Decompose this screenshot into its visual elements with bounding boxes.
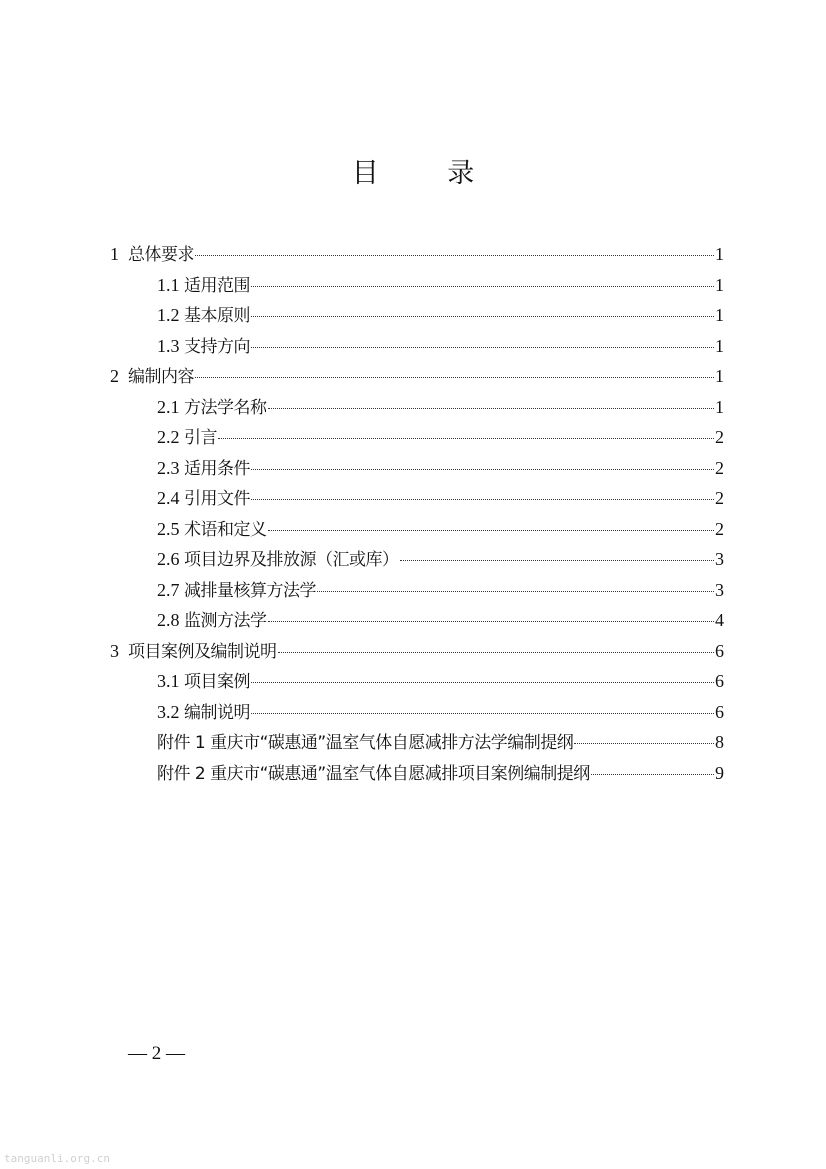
toc-dot-leader — [268, 621, 715, 622]
toc-entry-number: 2.3 — [157, 457, 184, 478]
toc-dot-leader — [251, 682, 714, 683]
toc-entry[interactable] — [110, 636, 724, 666]
toc-entry-page: 4 — [715, 610, 724, 630]
toc-entry-number: 1.2 — [157, 305, 184, 325]
page-title: 目 录 — [351, 158, 505, 189]
page-number: — 2 — — [128, 1043, 185, 1064]
watermark: tanguanli.org.cn — [4, 1152, 110, 1165]
toc-entry-page: 2 — [715, 518, 724, 539]
toc-entry-label: 附件 2 重庆市“碳惠通”温室气体自愿减排项目案例编制提纲 — [157, 763, 590, 784]
toc-dot-leader — [251, 316, 714, 317]
toc-entry[interactable] — [157, 544, 724, 574]
toc-entry-page: 2 — [715, 457, 724, 478]
toc-entry-page: 1 — [715, 335, 724, 356]
toc-entry[interactable] — [157, 453, 724, 483]
toc-dot-leader — [278, 652, 715, 653]
toc-entry-number: 3 — [110, 640, 128, 661]
toc-dot-leader — [251, 469, 714, 470]
toc-entry-number: 2.2 — [157, 427, 184, 447]
toc-dot-leader — [251, 499, 714, 500]
toc-entry-number: 2.6 — [157, 549, 184, 569]
toc-dot-leader — [218, 438, 714, 439]
toc-entry-label: 项目案例 — [184, 672, 250, 692]
toc-entry-page: 8 — [715, 732, 724, 752]
toc-entry-label: 项目案例及编制说明 — [128, 641, 277, 662]
toc-entry[interactable] — [157, 392, 724, 422]
toc-entry-number: 2.1 — [157, 396, 184, 417]
toc-entry-label: 编制内容 — [128, 367, 194, 387]
toc-dot-leader — [251, 347, 714, 348]
toc-dot-leader — [574, 743, 714, 744]
toc-entry-number: 1.1 — [157, 274, 184, 295]
toc-entry-label: 适用条件 — [184, 458, 250, 479]
toc-entry[interactable] — [157, 605, 724, 635]
toc-dot-leader — [317, 591, 714, 592]
toc-entry[interactable] — [157, 483, 724, 513]
toc-entry[interactable] — [157, 758, 724, 788]
toc-entry-number: 2 — [110, 366, 128, 386]
toc-dot-leader — [195, 377, 714, 378]
toc-entry-page: 1 — [715, 244, 724, 264]
toc-entry-label: 减排量核算方法学 — [184, 580, 316, 601]
toc-entry-number: 2.4 — [157, 488, 184, 508]
toc-entry-page: 1 — [715, 274, 724, 295]
toc-entry[interactable] — [110, 361, 724, 391]
toc-dot-leader — [251, 286, 714, 287]
toc-entry-label: 引用文件 — [184, 489, 250, 509]
toc-entry[interactable] — [157, 514, 724, 544]
toc-entry-label: 监测方法学 — [184, 611, 267, 631]
toc-entry-page: 2 — [715, 488, 724, 508]
toc-dot-leader — [195, 255, 714, 256]
toc-entry-label: 术语和定义 — [184, 519, 267, 540]
toc-entry-label: 附件 1 重庆市“碳惠通”温室气体自愿减排方法学编制提纲 — [157, 733, 574, 753]
toc-entry-number: 1.3 — [157, 335, 184, 356]
toc-entry[interactable] — [157, 331, 724, 361]
toc-entry-page: 1 — [715, 396, 724, 417]
toc-entry-page: 6 — [715, 671, 724, 691]
toc-entry-number: 3.2 — [157, 701, 184, 722]
toc-entry-label: 方法学名称 — [184, 397, 267, 418]
toc-entry[interactable] — [157, 727, 724, 757]
toc-entry-label: 总体要求 — [128, 245, 194, 265]
toc-entry-page: 1 — [715, 305, 724, 325]
toc-entry[interactable] — [157, 666, 724, 696]
toc-entry-number: 1 — [110, 244, 128, 264]
toc-entry-label: 适用范围 — [184, 275, 250, 296]
toc-entry-label: 基本原则 — [184, 306, 250, 326]
toc-entry[interactable] — [157, 300, 724, 330]
toc-dot-leader — [400, 560, 715, 561]
toc-entry-number: 2.8 — [157, 610, 184, 630]
toc-entry[interactable] — [110, 239, 724, 269]
toc-entry-page: 9 — [715, 762, 724, 783]
toc-entry-number: 2.5 — [157, 518, 184, 539]
toc-entry-label: 项目边界及排放源（汇或库） — [184, 550, 399, 570]
toc-entry-page: 1 — [715, 366, 724, 386]
toc-entry-label: 引言 — [184, 428, 217, 448]
toc-entry-number: 3.1 — [157, 671, 184, 691]
toc-entry[interactable] — [157, 270, 724, 300]
toc-entry-label: 支持方向 — [184, 336, 250, 357]
toc-entry-page: 6 — [715, 640, 724, 661]
toc-dot-leader — [268, 408, 715, 409]
toc-entry-page: 3 — [715, 549, 724, 569]
toc-entry[interactable] — [157, 575, 724, 605]
toc-dot-leader — [268, 530, 715, 531]
toc-entry-page: 2 — [715, 427, 724, 447]
toc-entry-page: 3 — [715, 579, 724, 600]
toc-dot-leader — [251, 713, 714, 714]
toc-entry-number: 2.7 — [157, 579, 184, 600]
toc-entry[interactable] — [157, 697, 724, 727]
toc-entry-page: 6 — [715, 701, 724, 722]
toc-entry[interactable] — [157, 422, 724, 452]
toc-dot-leader — [591, 774, 714, 775]
toc-entry-label: 编制说明 — [184, 702, 250, 723]
